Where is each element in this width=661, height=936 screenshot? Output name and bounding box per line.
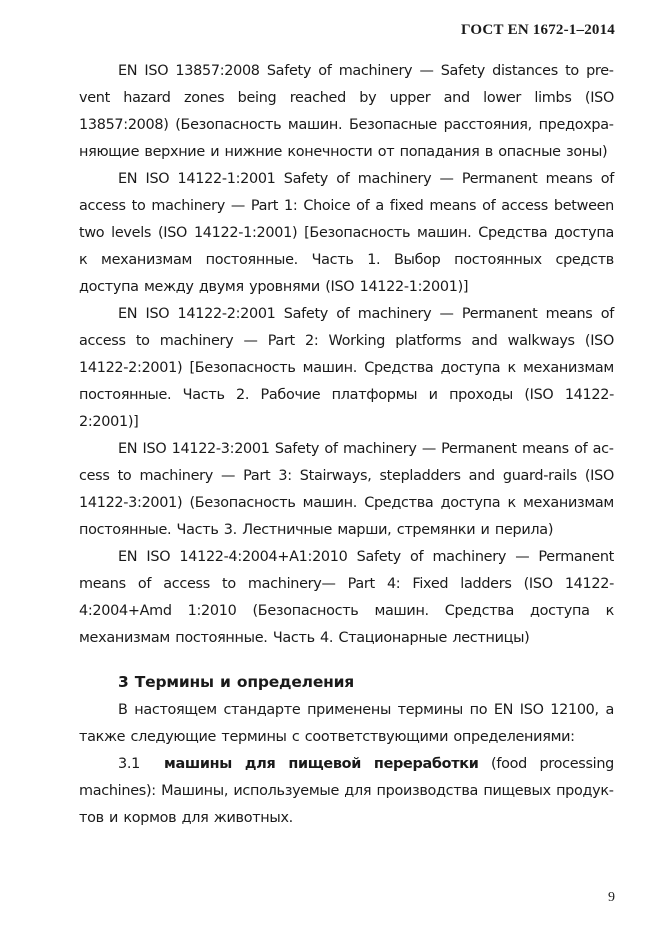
reference-en-iso-14122-1: EN ISO 14122-1:2001 Safety of machinery — Permanent means of access to machinery — Part 1: Choice of a fixed means of access between two levels (ISO 14122-1:2001) [Безопасность машин. Средства доступа к механизмам постоянные. Часть 1. Выбор постоянных средств доступа между двумя уровнями (ISO 14122-1:2001)] — [79, 171, 614, 295]
reference-en-iso-14122-4: EN ISO 14122-4:2004+A1:2010 Safety of machinery — Permanent means of access to machinery— Part 4: Fixed ladders (ISO 14122-4:2004+Amd 1:2010 (Безопасность машин. Средства доступа к механизмам постоянные. Часть 4. Стационарные лестницы) — [79, 549, 614, 646]
term-definition-text: (food processing machines): Машины, используемые для производства пищевых продуктов и кормов для животных. — [79, 756, 614, 826]
standard-code-header: ГОСТ EN 1672-1–2014 — [461, 22, 615, 38]
section-heading: 3 Термины и определения — [118, 673, 355, 691]
reference-en-iso-13857: EN ISO 13857:2008 Safety of machinery — Safety distances to prevent hazard zones being reached by upper and lower limbs (ISO 13857:2008) (Безопасность машин. Безопасные расстояния, предохраняющие верхние и нижние конечности от попадания в опасные зоны) — [79, 63, 614, 160]
page-content — [79, 58, 614, 832]
section-intro: В настоящем стандарте применены термины по EN ISO 12100, а также следующие термины с соответствующими определениями: — [79, 702, 614, 745]
reference-en-iso-14122-3: EN ISO 14122-3:2001 Safety of machinery — Permanent means of access to machinery — Part 3: Stairways, stepladders and guard-rails (ISO 14122-3:2001) (Безопасность машин. Средства доступа к механизмам постоянные. Часть 3. Лестничные марши, стремянки и перила) — [79, 441, 614, 538]
page-number: 9 — [608, 890, 615, 905]
term-number: 3.1 — [118, 756, 140, 772]
reference-en-iso-14122-2: EN ISO 14122-2:2001 Safety of machinery — Permanent means of access to machinery — Part 2: Working platforms and walkways (ISO 14122-2:2001) [Безопасность машин. Средства доступа к механизмам постоянные. Часть 2. Рабочие платформы и проходы (ISO 14122-2:2001)] — [79, 306, 614, 430]
term-definition — [79, 751, 614, 832]
term-name: машины для пищевой переработки — [164, 756, 479, 772]
